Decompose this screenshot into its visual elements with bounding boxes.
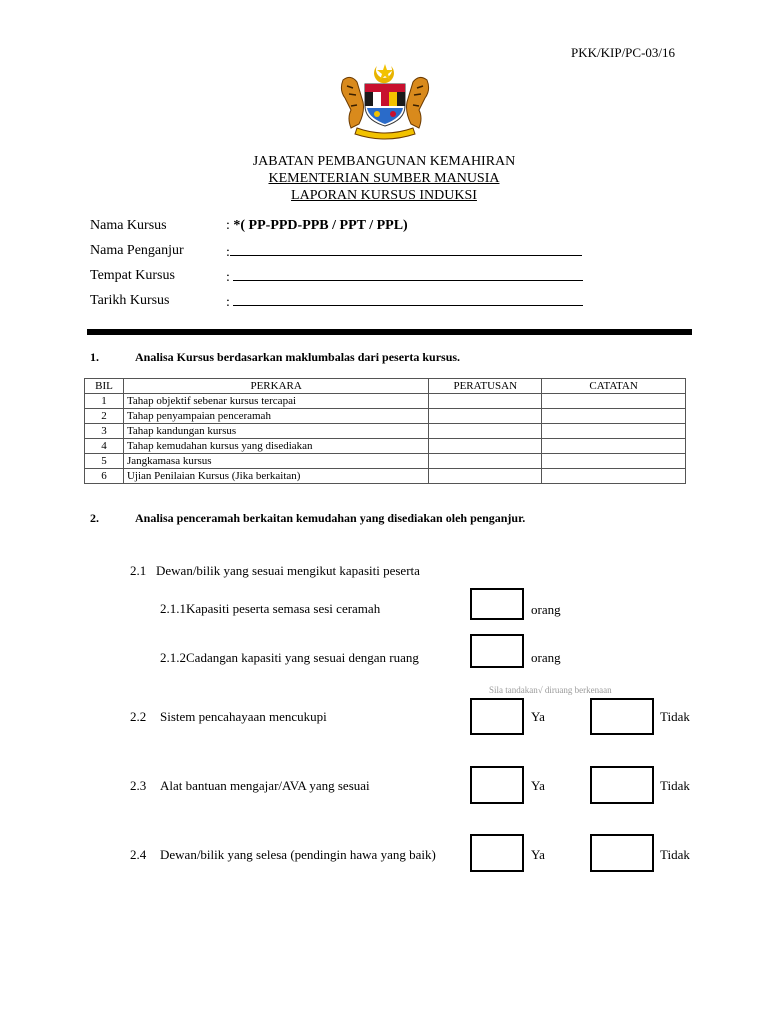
q2-3-yes-checkbox[interactable] (470, 766, 524, 804)
table-row (85, 409, 686, 424)
header-report-title: LAPORAN KURSUS INDUKSI (291, 188, 477, 203)
table-row (85, 394, 686, 409)
section-divider (87, 329, 692, 335)
q2-4-yes-checkbox[interactable] (470, 834, 524, 872)
malaysia-coat-of-arms-icon (337, 62, 433, 142)
no-label: Tidak (660, 709, 690, 724)
header-perkara: PERKARA (123, 379, 428, 394)
row-peratusan-cell[interactable] (429, 469, 542, 484)
row-perkara: Tahap penyampaian penceramah (123, 409, 428, 424)
row-bil: 4 (85, 439, 124, 454)
no-label: Tidak (660, 778, 690, 793)
row-bil: 2 (85, 409, 124, 424)
row-catatan-cell[interactable] (542, 424, 686, 439)
section1-title: Analisa Kursus berdasarkan maklumbalas dari peserta kursus. (135, 350, 461, 364)
course-analysis-table (84, 378, 686, 484)
field-colon: : (226, 245, 230, 260)
tick-instruction-note: Sila tandakan√ diruang berkenaan (489, 685, 612, 695)
document-code: PKK/KIP/PC-03/16 (571, 45, 676, 60)
field-organizer-input[interactable] (226, 243, 582, 261)
row-perkara: Tahap kandungan kursus (123, 424, 428, 439)
q2-3-no-checkbox[interactable] (590, 766, 654, 804)
yes-label: Ya (531, 778, 545, 793)
row-bil: 1 (85, 394, 124, 409)
question-2-3-text: Alat bantuan mengajar/AVA yang sesuai (160, 778, 370, 793)
date-line[interactable] (233, 293, 583, 306)
table-row (85, 469, 686, 484)
question-2-2-number: 2.2 (130, 709, 147, 724)
field-label-course-name: Nama Kursus (90, 218, 167, 233)
capacity-suggested-input[interactable] (470, 634, 524, 668)
row-perkara: Jangkamasa kursus (123, 454, 428, 469)
field-value-course-name (226, 218, 408, 234)
table-header-row (85, 379, 686, 394)
field-colon: : (226, 295, 234, 310)
field-colon: : (226, 218, 234, 233)
table-row (85, 439, 686, 454)
row-bil: 3 (85, 424, 124, 439)
question-2-2-text: Sistem pencahayaan mencukupi (160, 709, 327, 724)
row-catatan-cell[interactable] (542, 394, 686, 409)
field-label-organizer: Nama Penganjur (90, 243, 184, 258)
no-label: Tidak (660, 847, 690, 862)
yes-label: Ya (531, 847, 545, 862)
row-catatan-cell[interactable] (542, 439, 686, 454)
field-venue-input[interactable] (226, 268, 583, 286)
q2-4-no-checkbox[interactable] (590, 834, 654, 872)
field-date-input[interactable] (226, 293, 583, 311)
field-colon: : (226, 270, 234, 285)
row-peratusan-cell[interactable] (429, 424, 542, 439)
section2-title: Analisa penceramah berkaitan kemudahan yang disediakan oleh penganjur. (135, 511, 526, 525)
unit-label: orang (531, 650, 561, 665)
section1-number: 1. (90, 350, 99, 364)
row-catatan-cell[interactable] (542, 469, 686, 484)
table-row (85, 424, 686, 439)
header-ministry: KEMENTERIAN SUMBER MANUSIA (268, 171, 500, 186)
field-label-venue: Tempat Kursus (90, 268, 175, 283)
row-catatan-cell[interactable] (542, 454, 686, 469)
question-2-4-text: Dewan/bilik yang selesa (pendingin hawa yang baik) (160, 847, 436, 862)
header-catatan: CATATAN (542, 379, 686, 394)
field-label-date: Tarikh Kursus (90, 293, 170, 308)
row-peratusan-cell[interactable] (429, 409, 542, 424)
row-peratusan-cell[interactable] (429, 439, 542, 454)
unit-label: orang (531, 602, 561, 617)
row-perkara: Ujian Penilaian Kursus (Jika berkaitan) (123, 469, 428, 484)
row-bil: 5 (85, 454, 124, 469)
organizer-line[interactable] (230, 243, 582, 256)
q2-2-yes-checkbox[interactable] (470, 698, 524, 735)
row-bil: 6 (85, 469, 124, 484)
row-peratusan-cell[interactable] (429, 454, 542, 469)
venue-line[interactable] (233, 268, 583, 281)
header-bil: BIL (85, 379, 124, 394)
header-agency: JABATAN PEMBANGUNAN KEMAHIRAN (252, 154, 516, 169)
row-catatan-cell[interactable] (542, 409, 686, 424)
section2-number: 2. (90, 511, 99, 525)
question-2-1-1: 2.1.1Kapasiti peserta semasa sesi ceramah (160, 601, 381, 616)
q2-2-no-checkbox[interactable] (590, 698, 654, 735)
yes-label: Ya (531, 709, 545, 724)
question-2-1: 2.1 Dewan/bilik yang sesuai mengikut kapasiti peserta (130, 563, 420, 578)
question-2-4-number: 2.4 (130, 847, 147, 862)
table-row (85, 454, 686, 469)
header-peratusan: PERATUSAN (429, 379, 542, 394)
row-perkara: Tahap objektif sebenar kursus tercapai (123, 394, 428, 409)
capacity-session-input[interactable] (470, 588, 524, 620)
question-2-1-2: 2.1.2Cadangan kapasiti yang sesuai dengan ruang (160, 650, 419, 665)
course-type-options: *( PP-PPD-PPB / PPT / PPL) (233, 218, 408, 233)
row-perkara: Tahap kemudahan kursus yang disediakan (123, 439, 428, 454)
row-peratusan-cell[interactable] (429, 394, 542, 409)
question-2-3-number: 2.3 (130, 778, 147, 793)
